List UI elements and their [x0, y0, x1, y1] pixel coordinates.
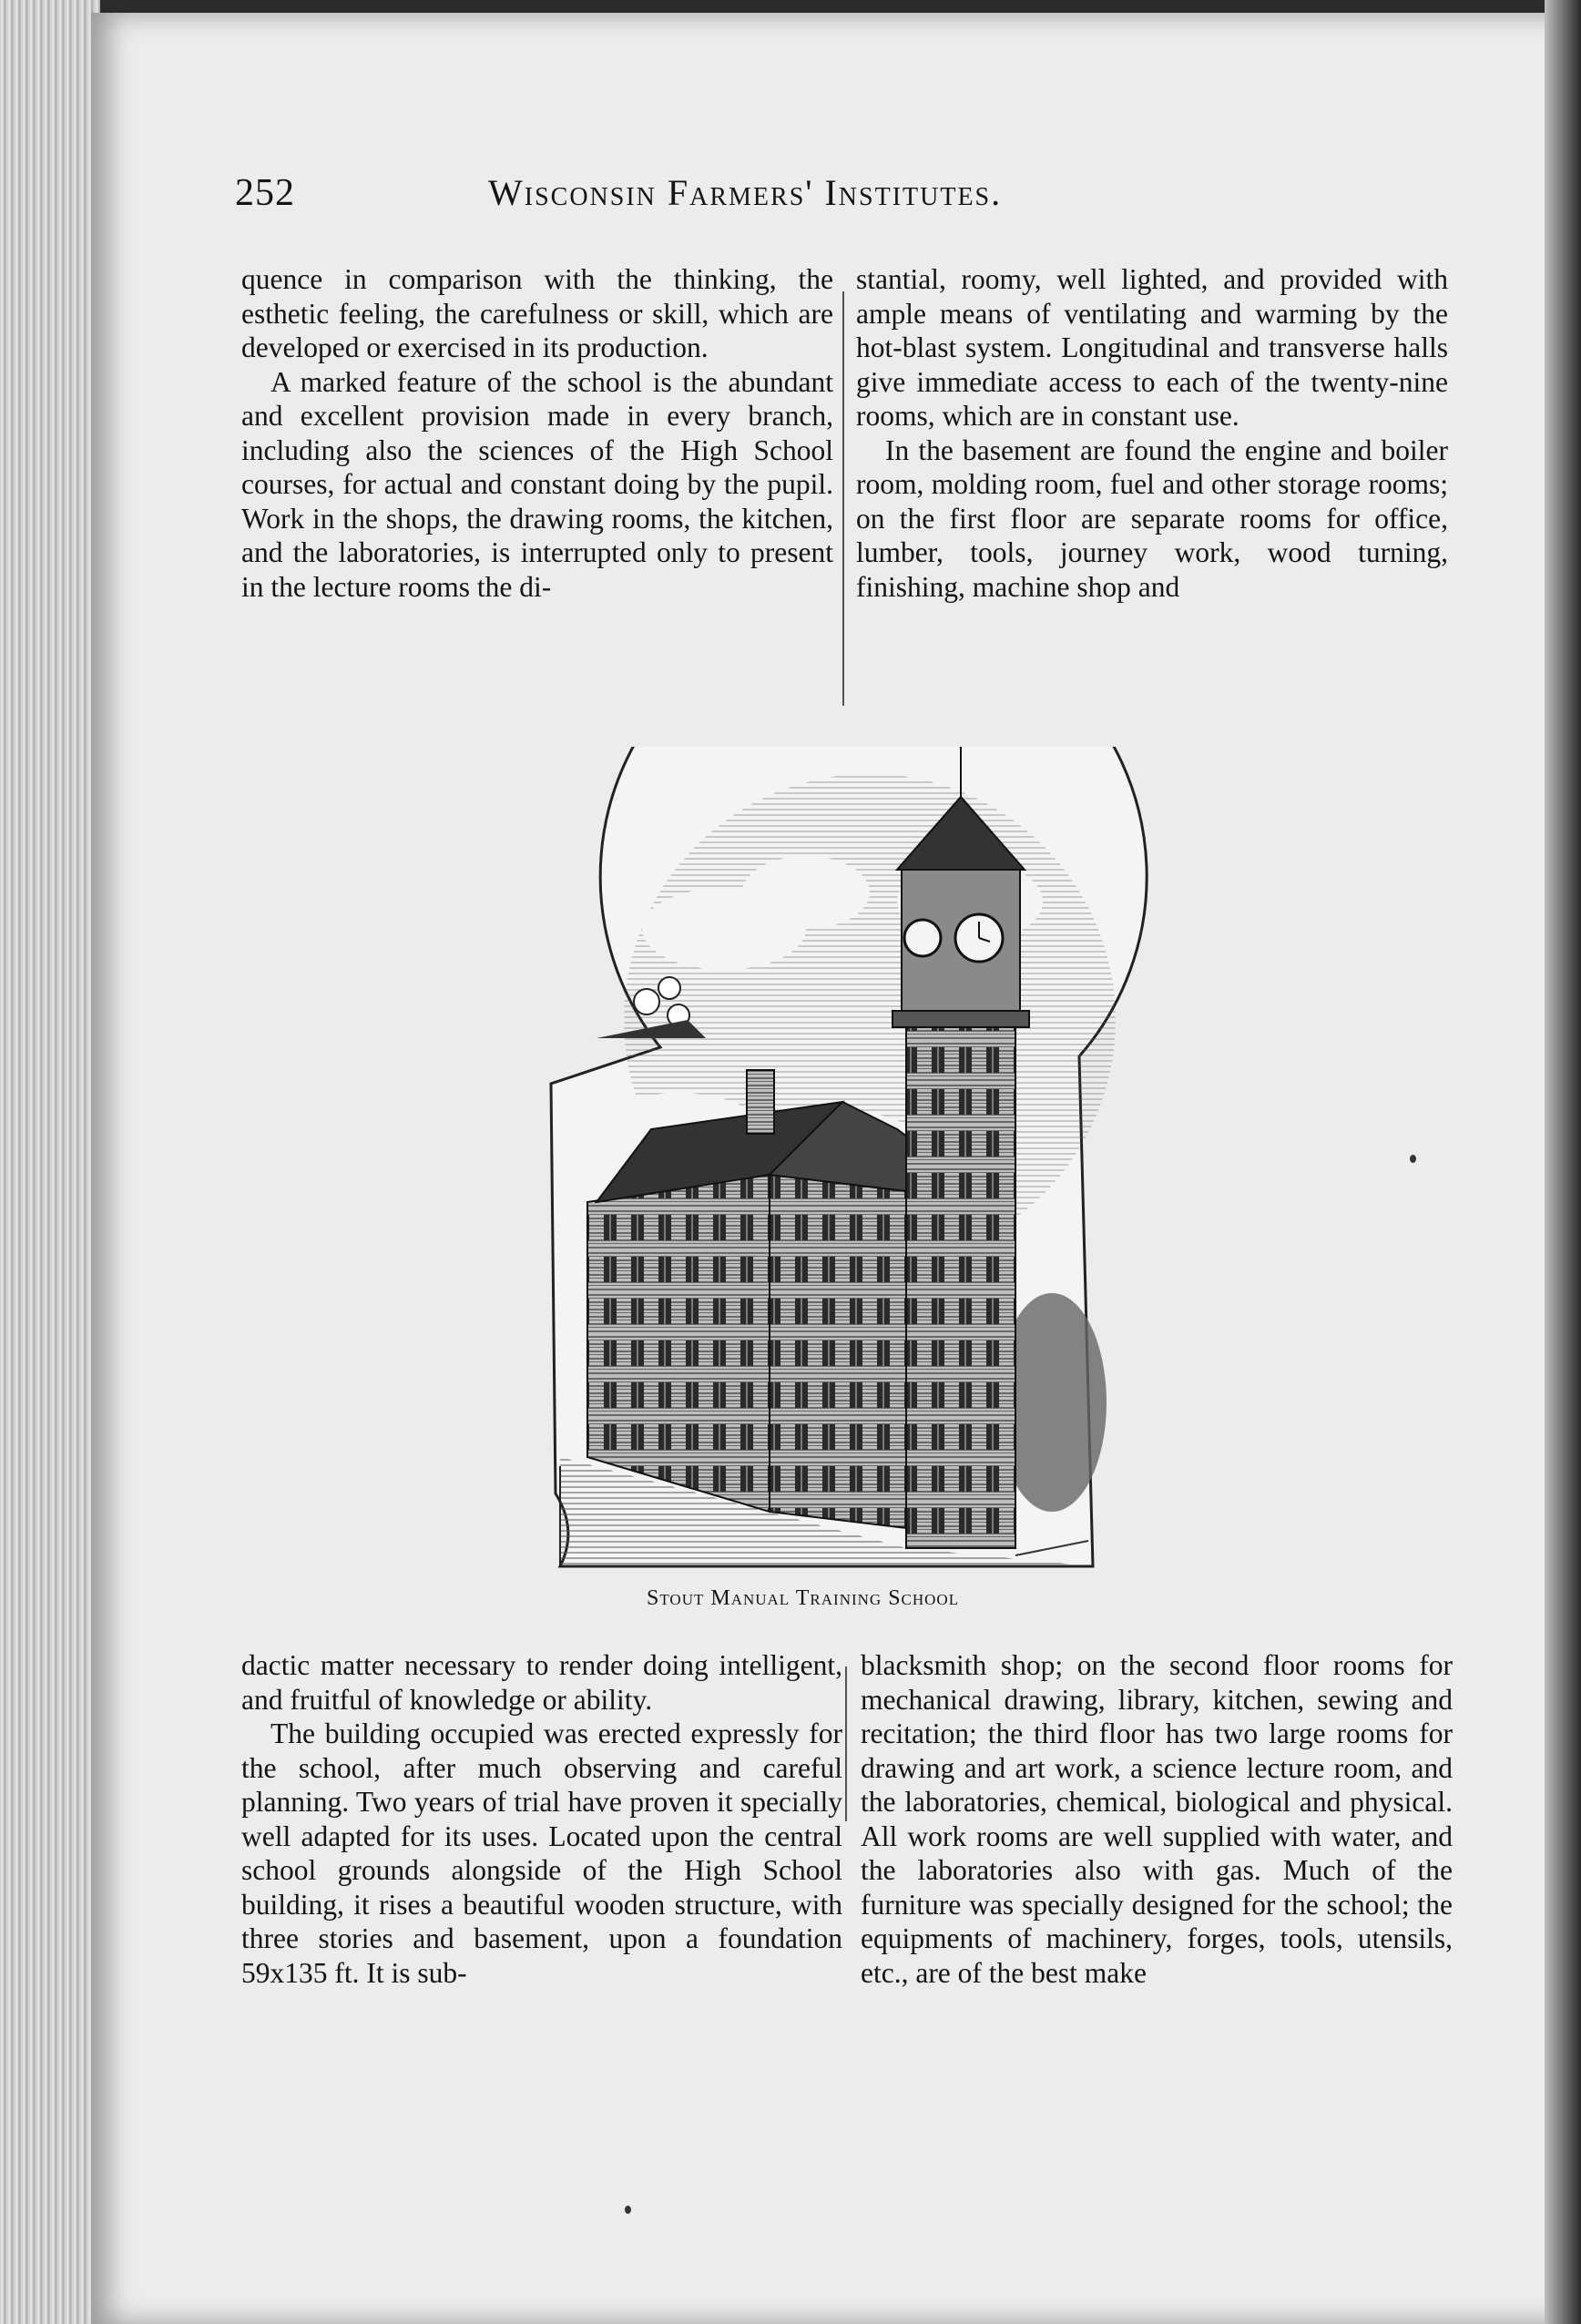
paragraph: The building occupied was erected expressly for the school, after much observing and careful planning. Two years of trial have proven it specially well adapted for its uses. Located upon the central school grounds alongside of the High School building, it rises a beautiful wooden structure, with three stories and basement, upon a foundation 59x135 ft. It is sub-	[241, 1718, 842, 1989]
speck	[625, 2206, 631, 2214]
paragraph: quence in comparison with the thinking, the esthetic feeling, the carefulness or skill, which are developed or exercised in its production.	[241, 263, 833, 363]
column-bottom-right	[861, 1648, 1453, 1990]
figure-caption: Stout Manual Training School	[647, 1586, 960, 1610]
column-top-right	[856, 262, 1448, 604]
paragraph: dactic matter necessary to render doing intelligent, and fruitful of knowledge or ability.	[241, 1649, 842, 1716]
book-page-edges	[0, 0, 100, 2324]
column-top-left	[241, 262, 833, 604]
speck	[1410, 1155, 1416, 1163]
page-right-shadow	[1545, 0, 1581, 2324]
page-number: 252	[235, 172, 295, 214]
page-header	[235, 171, 1155, 226]
paragraph: A marked feature of the school is the abundant and excellent provision made in every branch, including also the sciences of the High School courses, for actual and constant doing by the pupil. Work in the shops, the drawing rooms, the kitchen, and the laboratories, is interrupted only to present in the lecture rooms the di-	[241, 365, 833, 603]
paragraph: In the basement are found the engine and boiler room, molding room, fuel and other storage rooms; on the first floor are separate rooms for office, lumber, tools, journey work, wood turning, finishing, machine shop and	[856, 433, 1448, 603]
paragraph: stantial, roomy, well lighted, and provided with ample means of ventilating and warming by the hot-blast system. Longitudinal and transverse halls give immediate access to each of the twenty-nine rooms, which are in constant use.	[856, 263, 1448, 432]
column-bottom-left	[241, 1648, 842, 1990]
column-rule	[845, 1667, 847, 1821]
running-title: Wisconsin Farmers' Institutes.	[488, 172, 1003, 213]
column-rule	[842, 291, 844, 706]
school-building-illustration	[542, 747, 1161, 1589]
paragraph: blacksmith shop; on the second floor rooms for mechanical drawing, library, kitchen, sewing and recitation; the third floor has two large rooms for drawing and art work, a science lecture room, and the laboratories, chemical, biological and physical. All work rooms are well supplied with water, and the laboratories also with gas. Much of the furniture was specially designed for the school; the equipments of machinery, forges, tools, utensils, etc., are of the best make	[861, 1649, 1453, 1989]
